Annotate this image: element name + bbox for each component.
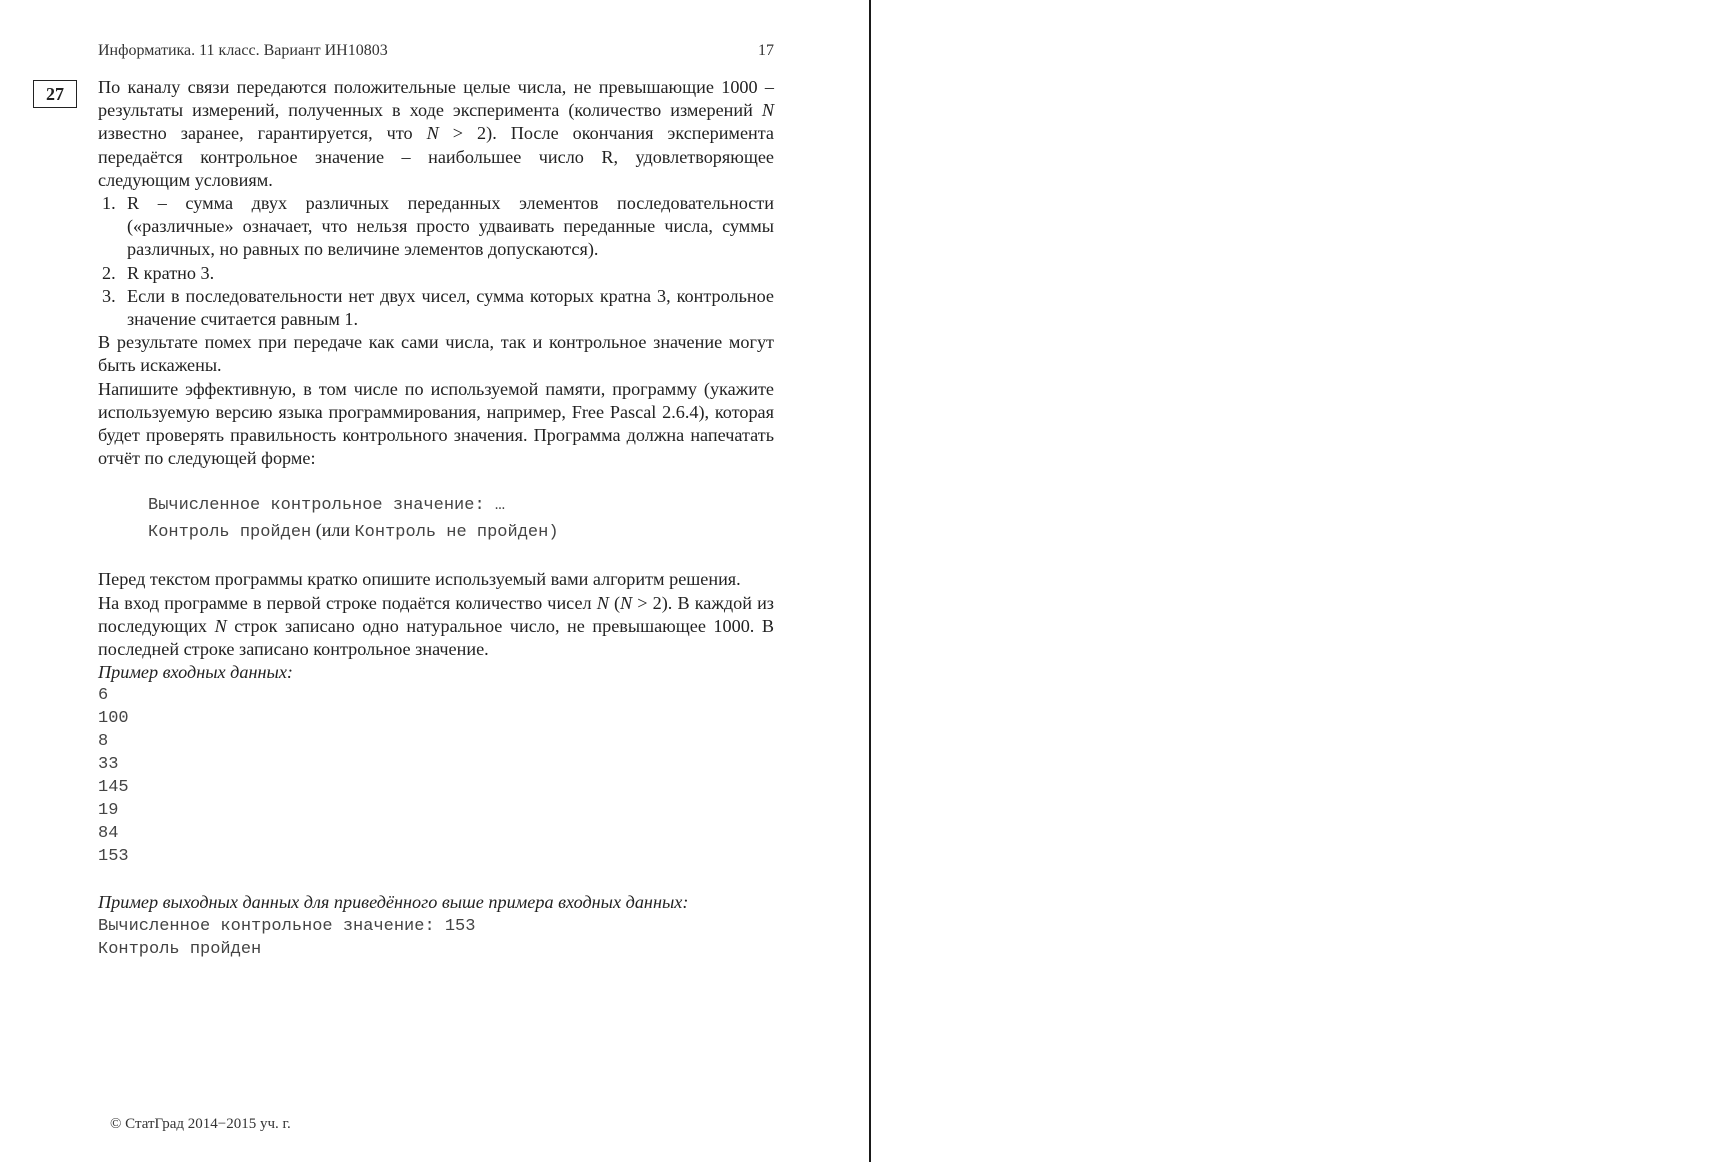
header-title: Информатика. 11 класс. Вариант ИН10803 — [98, 42, 388, 59]
page-divider — [869, 0, 871, 1162]
condition-item — [98, 262, 774, 285]
conditions-list — [98, 192, 774, 331]
page-number: 17 — [758, 42, 774, 59]
intro-text-1: По каналу связи передаются положительные целые числа, не превышающие 1000 – результаты измерений, полученных в ходе эксперимента (количество измерений — [98, 77, 774, 121]
input-line: 145 — [98, 778, 129, 798]
input-line: 6 — [98, 686, 109, 706]
format-line-2 — [148, 518, 774, 545]
input-desc-text-4: строк записано одно натуральное число, не превышающее 1000. В последней строке записано контрольное значение. — [98, 615, 774, 660]
input-desc-text-2: ( — [608, 592, 621, 613]
footer-copyright: © СтатГрад 2014−2015 уч. г. — [110, 1116, 291, 1132]
output-example-label: Пример выходных данных для приведённого выше примера входных данных: — [98, 892, 689, 913]
intro-text-3: > 2). После окончания эксперимента передаётся контрольное значение – наибольшее число R, удовлетворяющее следующим условиям. — [98, 123, 774, 190]
input-line: 8 — [98, 732, 109, 752]
page-header — [98, 42, 774, 60]
task-paragraph: Напишите эффективную, в том числе по используемой памяти, программу (укажите используемую версию языка программирования, например, Free Pascal 2.6.4), которая будет проверять правильность контрольного значения. Программа должна напечатать отчёт по следующей форме: — [98, 378, 774, 469]
var-n: N — [596, 592, 609, 613]
input-line: 19 — [98, 801, 119, 821]
var-n: N — [620, 592, 633, 613]
format-close: ) — [548, 523, 559, 543]
input-desc-text-3: > 2). В каждой из последующих — [98, 592, 774, 636]
task-content — [98, 76, 774, 961]
var-n: N — [214, 615, 227, 636]
input-line: 153 — [98, 847, 129, 867]
format-or: (или — [311, 520, 355, 541]
condition-item — [98, 285, 774, 331]
intro-text-2: известно заранее, гарантируется, что — [98, 123, 427, 144]
var-n: N — [426, 123, 439, 144]
format-line-1: Вычисленное контрольное значение: … — [148, 496, 506, 516]
output-line: Вычисленное контрольное значение: 153 — [98, 916, 476, 936]
input-example-label: Пример входных данных: — [98, 662, 293, 683]
output-line: Контроль пройден — [98, 939, 262, 959]
input-line: 33 — [98, 755, 119, 775]
input-desc-text-1: На вход программе в первой строке подаётся количество чисел — [98, 592, 597, 613]
output-format-block — [148, 493, 774, 545]
algorithm-paragraph: Перед текстом программы кратко опишите используемый вами алгоритм решения. — [98, 569, 741, 590]
condition-text: Если в последовательности нет двух чисел, сумма которых кратна 3, контрольное значение считается равным 1. — [127, 285, 774, 330]
condition-number: 3. — [102, 285, 116, 306]
input-line: 84 — [98, 824, 119, 844]
input-description — [98, 592, 774, 662]
output-example — [98, 915, 774, 961]
input-line: 100 — [98, 709, 129, 729]
format-failed: Контроль не пройден — [354, 523, 549, 543]
noise-paragraph: В результате помех при передаче как сами числа, так и контрольное значение могут быть искажены. — [98, 332, 774, 376]
input-example — [98, 684, 774, 868]
task-number-box: 27 — [33, 80, 77, 108]
var-n: N — [761, 100, 774, 121]
condition-number: 1. — [102, 193, 116, 214]
intro-paragraph — [98, 76, 774, 192]
condition-number: 2. — [102, 262, 116, 283]
condition-text: R кратно 3. — [127, 262, 215, 283]
format-passed: Контроль пройден — [148, 523, 312, 543]
condition-text: R – сумма двух различных переданных элементов последовательности («различные» означает, что нельзя просто удваивать переданные числа, суммы различных, но равных по величине элементов допускаются). — [127, 193, 774, 260]
condition-item — [98, 192, 774, 262]
